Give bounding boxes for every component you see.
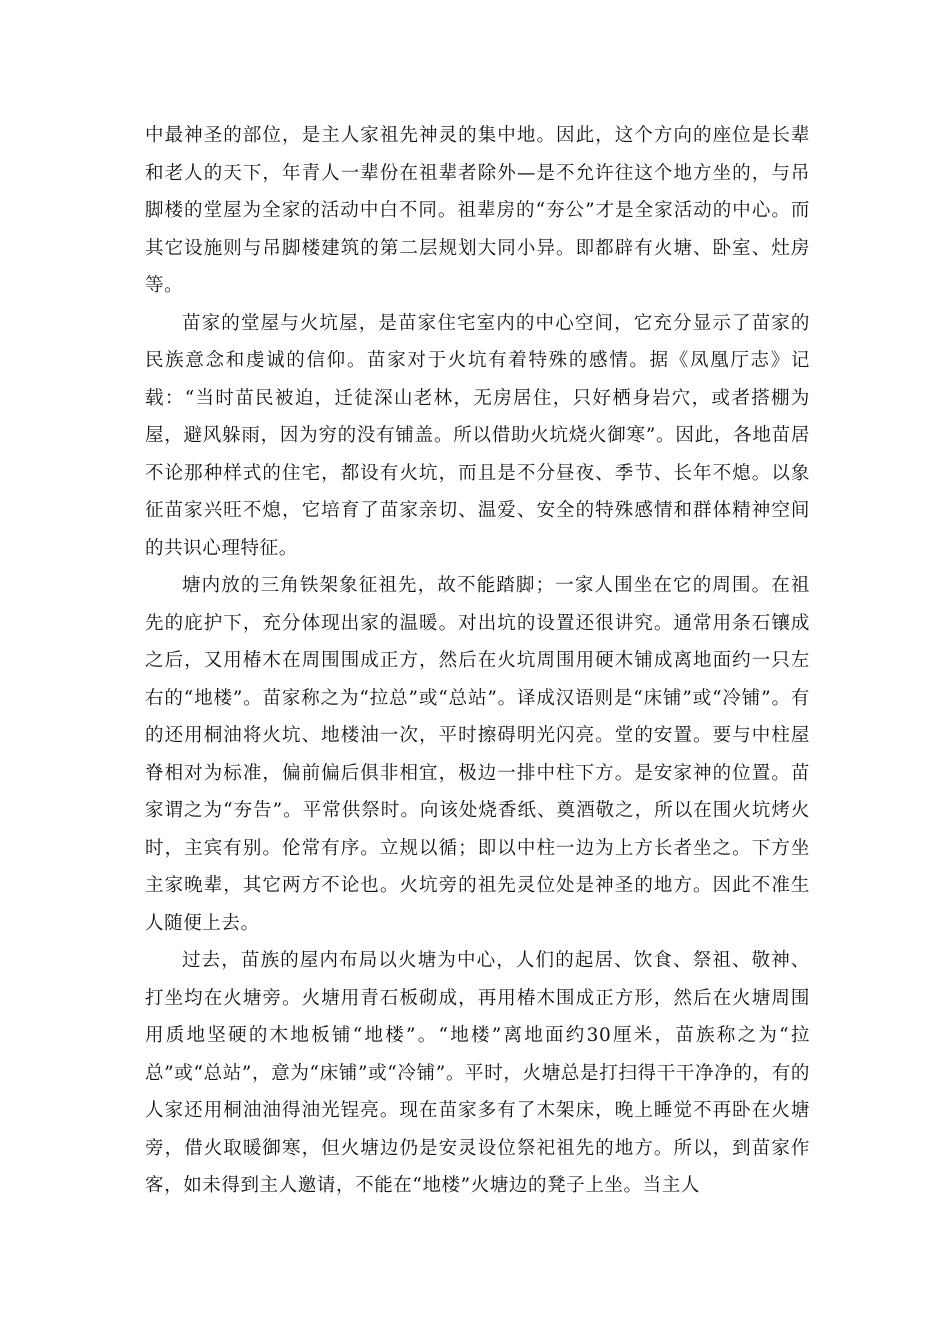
paragraph-tripod-and-ancestors: 塘内放的三角铁架象征祖先，故不能踏脚；一家人围坐在它的周围。在祖先的庇护下，充分体现出家的温暖。对出坑的设置还很讲究。通常用条石镶成之后，又用椿木在周围围成正方，然后在火坑周围用硬木铺成离地面约一只左右的“地楼”。苗家称之为“拉总”或“总站”。译成汉语则是“床铺”或“冷铺”。有的还用桐油将火坑、地楼油一次，平时擦碍明光闪亮。堂的安置。要与中柱屋脊相对为标准，偏前偏后俱非相宜，极边一排中柱下方。是安家神的位置。苗家谓之为“夯告”。平常供祭时。向该处烧香纸、奠酒敬之，所以在围火坑烤火时，主宾有别。伦常有序。立规以循；即以中柱一边为上方长者坐之。下方坐主家晚辈，其它两方不论也。火坑旁的祖先灵位处是神圣的地方。因此不准生人随便上去。 xyxy=(145,575,810,934)
document-body xyxy=(145,117,810,1205)
paragraph-hall-and-fire-pit: 苗家的堂屋与火坑屋，是苗家住宅室内的中心空间，它充分显示了苗家的民族意念和虔诚的信仰。苗家对于火坑有着特殊的感情。据《凤凰厅志》记载：“当时苗民被迫，迁徒深山老林，无房居住，只好栖身岩穴，或者搭棚为屋，避风躲雨，因为穷的没有铺盖。所以借助火坑烧火御寒”。因此，各地苗居不论那种样式的住宅，都设有火坑，而且是不分昼夜、季节、长年不熄。以象征苗家兴旺不熄，它培育了苗家亲切、温爱、安全的特殊感情和群体精神空间的共识心理特征。 xyxy=(145,312,810,559)
paragraph-continuation: 中最神圣的部位，是主人家祖先神灵的集中地。因此，这个方向的座位是长辈和老人的天下，年青人一辈份在祖辈者除外—是不允许往这个地方坐的，与吊脚楼的堂屋为全家的活动中白不同。祖辈房的“夯公”才是全家活动的中心。而其它设施则与吊脚楼建筑的第二层规划大同小异。即都辟有火塘、卧室、灶房等。 xyxy=(145,125,810,296)
paragraph-fire-pit-layout: 过去，苗族的屋内布局以火塘为中心，人们的起居、饮食、祭祖、敬神、打坐均在火塘旁。火塘用青石板砌成，再用椿木围成正方形，然后在火塘周围用质地坚硬的木地板铺“地楼”。“地楼”离地面约30厘米，苗族称之为“拉总”或“总站”，意为“床铺”或“冷铺”。平时，火塘总是打扫得干干净净的，有的人家还用桐油油得油光锃亮。现在苗家多有了木架床，晚上睡觉不再卧在火塘旁，借火取暖御寒，但火塘边仍是安灵设位祭祀祖先的地方。所以，到苗家作客，如未得到主人邀请，不能在“地楼”火塘边的凳子上坐。当主人 xyxy=(145,950,810,1196)
